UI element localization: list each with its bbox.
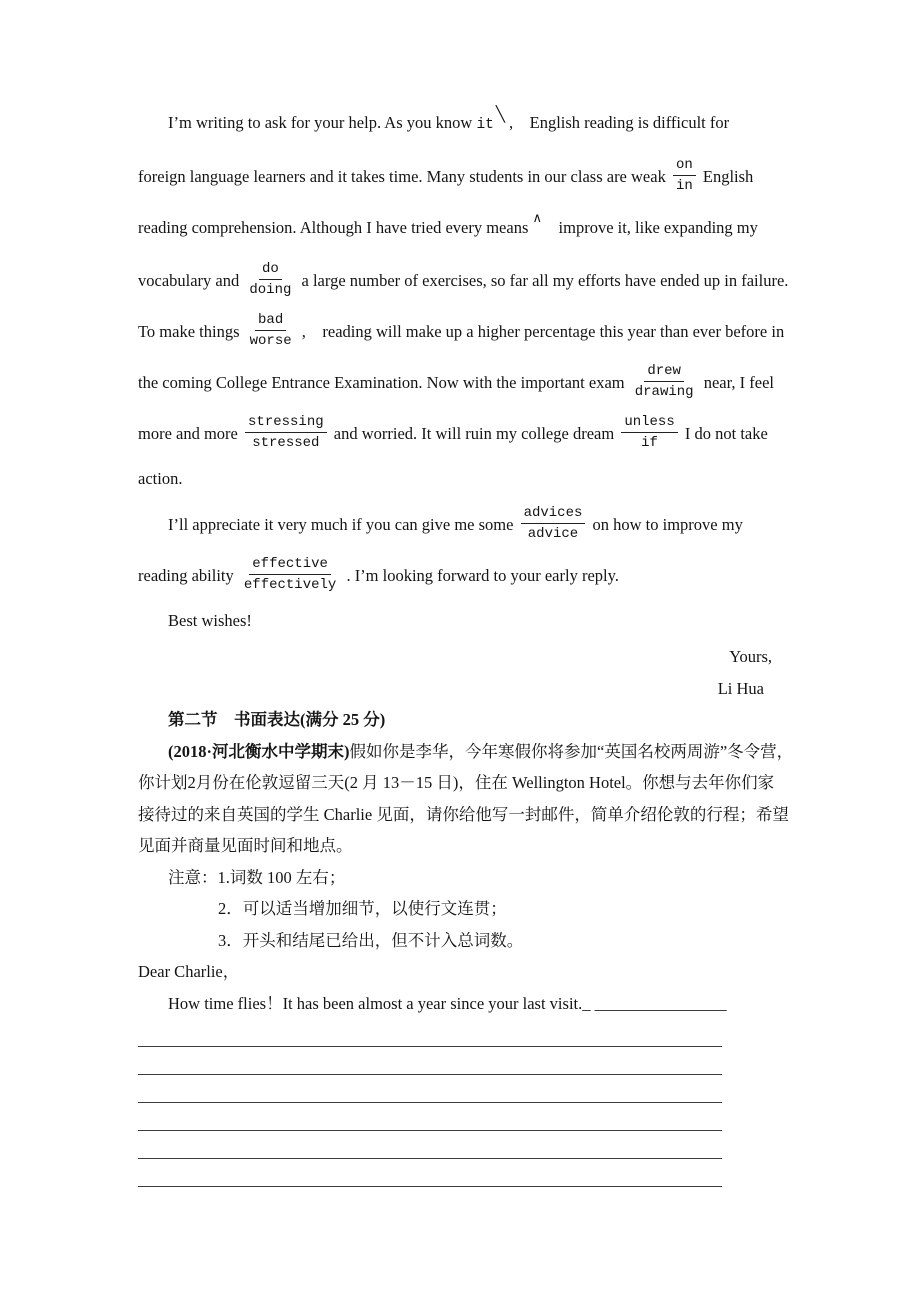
text-run: 2．可以适当增加细节，以使行文连贯； — [218, 899, 507, 918]
notes-line-2 — [138, 893, 784, 925]
correction-bottom-word: effectively — [243, 576, 337, 593]
answer-rule-3 — [138, 1075, 722, 1103]
correction-top-word: on — [673, 156, 696, 176]
letter-line-2 — [138, 151, 784, 202]
letter-line-8 — [138, 459, 784, 499]
text-run: 你计划2月份在伦敦逗留三天(2 月 13－15 日)，住在 Wellington Hotel。你想与去年你们家 — [138, 773, 775, 792]
answer-rule-4 — [138, 1103, 722, 1131]
letter-line-6 — [138, 357, 784, 408]
correction-bottom-word: stressed — [252, 434, 320, 451]
answer-rule-5 — [138, 1131, 722, 1159]
text-run: (2018·河北衡水中学期末) — [168, 741, 350, 761]
correction-top-word: do — [259, 260, 282, 280]
section-heading — [138, 704, 784, 736]
correction-choice — [673, 156, 696, 195]
letter-line-7 — [138, 408, 784, 459]
answer-rule-1 — [138, 1019, 722, 1047]
correction-choice — [241, 555, 339, 594]
answer-rule-6 — [138, 1159, 722, 1187]
insertion-caret-icon: ∧ — [532, 211, 543, 226]
text-run: To make things — [138, 322, 244, 341]
correction-top-word: bad — [255, 311, 286, 331]
text-run: the coming College Entrance Examination. Now with the important exam — [138, 373, 629, 392]
prompt-line-2 — [138, 767, 784, 799]
correction-choice — [246, 260, 294, 299]
text-run: vocabulary and — [138, 271, 244, 290]
text-run: English — [698, 167, 754, 186]
correction-bottom-word: advice — [527, 525, 579, 542]
correction-bottom-word: worse — [249, 332, 292, 349]
salutation — [138, 956, 784, 988]
text-run: and worried. It will ruin my college dream — [329, 424, 619, 443]
correction-top-word: advices — [521, 504, 586, 524]
typewriter-word: it — [476, 117, 494, 133]
text-run: near, I feel — [699, 373, 775, 392]
text-run: , English reading is difficult for — [504, 113, 730, 132]
prompt-line-3 — [138, 799, 789, 831]
text-run: 接待过的来自英国的学生 Charlie 见面，请你给他写一封邮件，简单介绍伦敦的行程；希望 — [138, 804, 789, 824]
signature-name — [138, 673, 784, 705]
text-run: 见面并商量见面时间和地点。 — [138, 836, 353, 855]
notes-line-1 — [138, 862, 784, 894]
letter-line-11 — [138, 601, 784, 641]
text-run: . I’m looking forward to your early reply. — [342, 566, 619, 585]
text-run: 3．开头和结尾已给出，但不计入总词数。 — [218, 930, 524, 950]
text-run: Yours, — [729, 647, 772, 666]
text-run: , reading will make up a higher percentage this year than ever before in — [297, 322, 785, 341]
letter-line-5 — [138, 306, 784, 357]
prompt-line-1 — [138, 736, 794, 768]
correction-bottom-word: drawing — [634, 383, 694, 400]
correction-top-word: stressing — [245, 413, 327, 433]
correction-bottom-word: doing — [249, 281, 292, 298]
letter-line-10 — [138, 550, 784, 601]
text-run: improve it, like expanding my — [542, 218, 758, 237]
document-body — [138, 97, 794, 1187]
letter-line-4 — [138, 255, 789, 306]
text-run: action. — [138, 469, 183, 488]
deletion-mark-icon: ╲ — [495, 105, 505, 123]
notes-line-3 — [138, 925, 784, 957]
signature-yours — [138, 641, 784, 673]
text-run: foreign language learners and it takes time. Many students in our class are weak — [138, 167, 670, 186]
text-run: 假如你是李华，今年寒假你将参加“英国名校两周游”冬令营， — [349, 741, 794, 761]
text-run: reading comprehension. Although I have tried every means — [138, 218, 533, 237]
letter-line-9 — [138, 499, 784, 550]
correction-choice — [245, 413, 327, 452]
letter-line-3 — [138, 202, 784, 255]
text-run: How time flies！It has been almost a year since your last visit._ ________________ — [168, 993, 727, 1013]
correction-bottom-word: if — [641, 434, 658, 451]
correction-choice — [521, 504, 586, 543]
text-run: more and more — [138, 424, 243, 443]
prompt-line-4 — [138, 830, 784, 862]
text-run: I do not take — [680, 424, 768, 443]
text-run: Best wishes! — [168, 611, 252, 630]
text-run: Dear Charlie， — [138, 962, 240, 981]
text-run: I’m writing to ask for your help. As you know — [168, 113, 477, 132]
correction-choice — [621, 413, 677, 452]
correction-choice — [247, 311, 295, 350]
letter-line-1 — [138, 97, 784, 151]
answer-rule-2 — [138, 1047, 722, 1075]
text-run: a large number of exercises, so far all my efforts have ended up in failure. — [297, 271, 789, 290]
correction-bottom-word: in — [675, 177, 693, 194]
correction-top-word: drew — [644, 362, 684, 382]
text-run: 第二节 书面表达(满分 25 分) — [168, 710, 386, 729]
text-run: reading ability — [138, 566, 238, 585]
correction-choice — [632, 362, 697, 401]
text-run: Li Hua — [717, 678, 764, 698]
correction-top-word: effective — [249, 555, 331, 575]
opening-sentence — [138, 988, 784, 1020]
text-run: 注意：1.词数 100 左右； — [168, 867, 346, 887]
text-run: on how to improve my — [588, 515, 743, 534]
correction-top-word: unless — [621, 413, 677, 433]
text-run: I’ll appreciate it very much if you can give me some — [168, 515, 518, 534]
